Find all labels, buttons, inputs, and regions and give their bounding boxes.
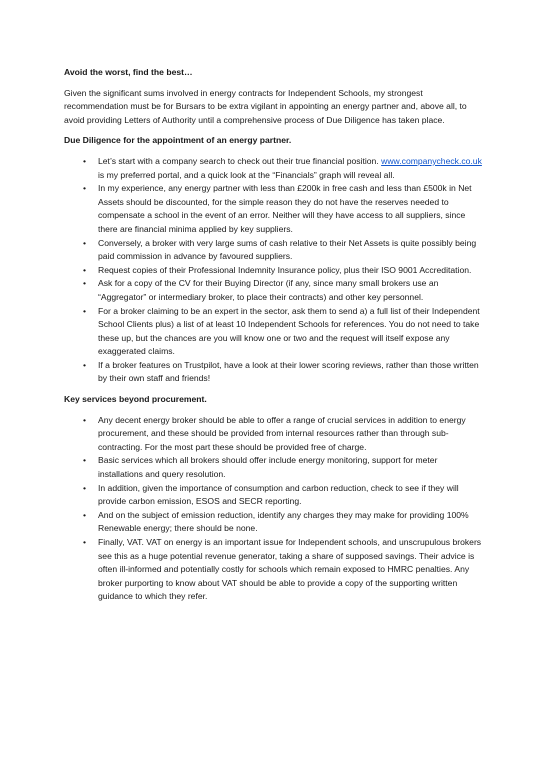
bullet-icon: • xyxy=(83,414,87,425)
due-diligence-list xyxy=(64,155,483,386)
intro-heading: Avoid the worst, find the best… xyxy=(64,67,193,77)
list-item xyxy=(64,155,483,182)
due-diligence-heading: Due Diligence for the appointment of an energy partner. xyxy=(64,135,292,146)
intro-paragraph: Given the significant sums involved in energy contracts for Independent Schools, my strongest recommendation must be for Bursars to be extra vigilant in appointing an energy partner and, above all, to avoid providing Letters of Authority until a comprehensive process of Due Diligence has taken place. xyxy=(64,87,467,125)
list-item-text: Request copies of their Professional Indemnity Insurance policy, plus their ISO 9001 Accreditation. xyxy=(98,264,472,275)
bullet-icon: • xyxy=(83,455,87,466)
bullet-icon: • xyxy=(83,305,87,316)
list-item-text: Conversely, a broker with very large sums of cash relative to their Net Assets is quite possibly being paid commission in advance by favoured suppliers. xyxy=(98,237,477,262)
companycheck-link[interactable]: www.companycheck.co.uk xyxy=(381,155,482,166)
bullet-icon: • xyxy=(83,482,87,493)
list-item xyxy=(64,454,483,481)
list-item-text: Any decent energy broker should be able to offer a range of crucial services in addition to energy procurement, and these should be provided from internal resources rather than through sub-contracting. For the most part these should be provided free of charge. xyxy=(98,414,466,452)
list-item xyxy=(64,414,483,455)
key-services-heading: Key services beyond procurement. xyxy=(64,394,207,405)
bullet-icon: • xyxy=(83,237,87,248)
list-item-text: Ask for a copy of the CV for their Buying Director (if any, since many small brokers use an “Aggregator” or intermediary broker, to place their contracts) and other key personnel. xyxy=(98,278,439,302)
list-item xyxy=(64,359,483,386)
list-item-text: Finally, VAT. VAT on energy is an important issue for Independent schools, and unscrupulous brokers see this as a huge potential revenue generator, taking a share of supposed savings. Their advice is often ill-informed and potentially costly for schools which remain exposed to HMRC penalties. Any broker purporting to know about VAT should be able to provide a copy of the supporting written guidance to which they refer. xyxy=(98,537,482,602)
list-item xyxy=(64,264,483,278)
bullet-icon: • xyxy=(83,183,87,194)
bullet-icon: • xyxy=(83,155,87,166)
list-item-text: And on the subject of emission reduction, identify any charges they may make for providing 100% Renewable energy; there should be none. xyxy=(98,509,469,534)
list-item xyxy=(64,305,483,359)
bullet-icon: • xyxy=(83,278,87,289)
list-item-text: In addition, given the importance of consumption and carbon reduction, check to see if they will provide carbon emission, ESOS and SECR reporting. xyxy=(98,482,459,507)
bullet-icon: • xyxy=(83,509,87,520)
bullet-icon: • xyxy=(83,264,87,275)
list-item xyxy=(64,277,483,304)
list-item-text: If a broker features on Trustpilot, have a look at their lower scoring reviews, rather than those written by their own staff and friends! xyxy=(98,359,479,384)
bullet-icon: • xyxy=(83,359,87,370)
list-item xyxy=(64,482,483,509)
list-item-text: For a broker claiming to be an expert in the sector, ask them to send a) a full list of their Independent School Clients plus) a list of at least 10 Independent Schools for references. You do not need to take these up, but the chances are you will know one or two and the request will itself expose any exaggerated claims. xyxy=(98,305,480,357)
list-item-text-pre: Let’s start with a company search to check out their true financial position. xyxy=(98,155,382,166)
list-item-text-post: is my preferred portal, and a quick look at the “Financials” graph will reveal all. xyxy=(98,169,395,180)
list-item xyxy=(64,237,483,264)
list-item xyxy=(64,536,483,604)
list-item xyxy=(64,509,483,536)
key-services-list xyxy=(64,414,483,604)
list-item-text: Basic services which all brokers should offer include energy monitoring, support for meter installations and query resolution. xyxy=(98,455,438,480)
bullet-icon: • xyxy=(83,537,87,547)
list-item xyxy=(64,182,483,236)
list-item-text: In my experience, any energy partner with less than £200k in free cash and less than £500k in Net Assets should be discounted, for the simple reason they do not have the reserves needed to compensate a school in the event of an error. Neither will they have access to all suppliers, since there are financial minima applied by key suppliers. xyxy=(98,183,472,234)
